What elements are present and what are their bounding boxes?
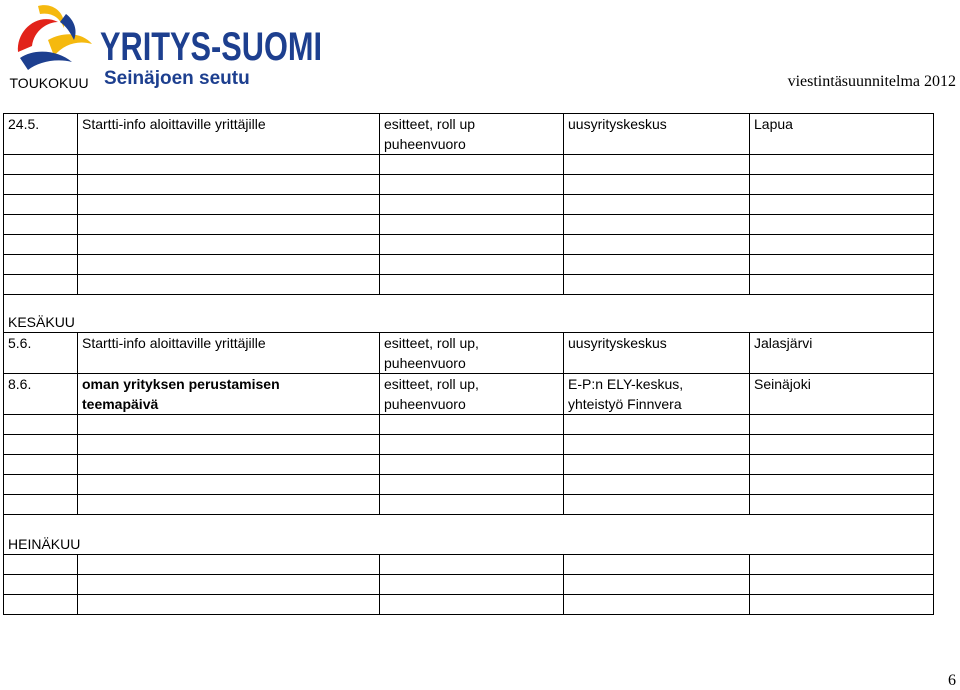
event-organizer: uusyrityskeskus [564,332,750,373]
event-place: Lapua [750,113,934,154]
event-title: Startti-info aloittaville yrittäjille [78,332,380,373]
table-row [4,274,934,294]
month-heading-july: HEINÄKUU [4,514,934,554]
event-organizer: uusyrityskeskus [564,113,750,154]
table-row [4,434,934,454]
month-row-may [4,93,934,113]
event-place: Jalasjärvi [750,332,934,373]
event-materials: esitteet, roll up puheenvuoro [380,113,564,154]
table-row [4,214,934,234]
table-row [4,113,934,154]
table-row [4,332,934,373]
table-row [4,414,934,434]
month-heading-june: KESÄKUU [4,294,934,332]
event-date: 8.6. [4,373,78,414]
event-materials: esitteet, roll up, puheenvuoro [380,373,564,414]
table-row [4,194,934,214]
event-title: oman yrityksen perustamisen teemapäivä [78,373,380,414]
event-date: 24.5. [4,113,78,154]
table-row [4,154,934,174]
table-row [4,494,934,514]
month-row-june [4,294,934,332]
table-row [4,254,934,274]
table-row [4,554,934,574]
event-materials: esitteet, roll up, puheenvuoro [380,332,564,373]
table-row [4,174,934,194]
logo-brand-text: YRITYS-SUOMI [100,25,322,69]
page-number: 6 [948,672,956,689]
table-row [4,373,934,414]
event-place: Seinäjoki [750,373,934,414]
month-row-july [4,514,934,554]
table-row [4,234,934,254]
month-heading-may: TOUKOKUU [9,75,89,91]
event-date: 5.6. [4,332,78,373]
table-row [4,594,934,614]
table-row [4,474,934,494]
logo-region-text: Seinäjoen seutu [104,68,250,89]
table-row [4,574,934,594]
event-title: Startti-info aloittaville yrittäjille [78,113,380,154]
table-row [4,454,934,474]
document-title: viestintäsuunnitelma 2012 [787,73,956,90]
event-organizer: E-P:n ELY-keskus, yhteistyö Finnvera [564,373,750,414]
